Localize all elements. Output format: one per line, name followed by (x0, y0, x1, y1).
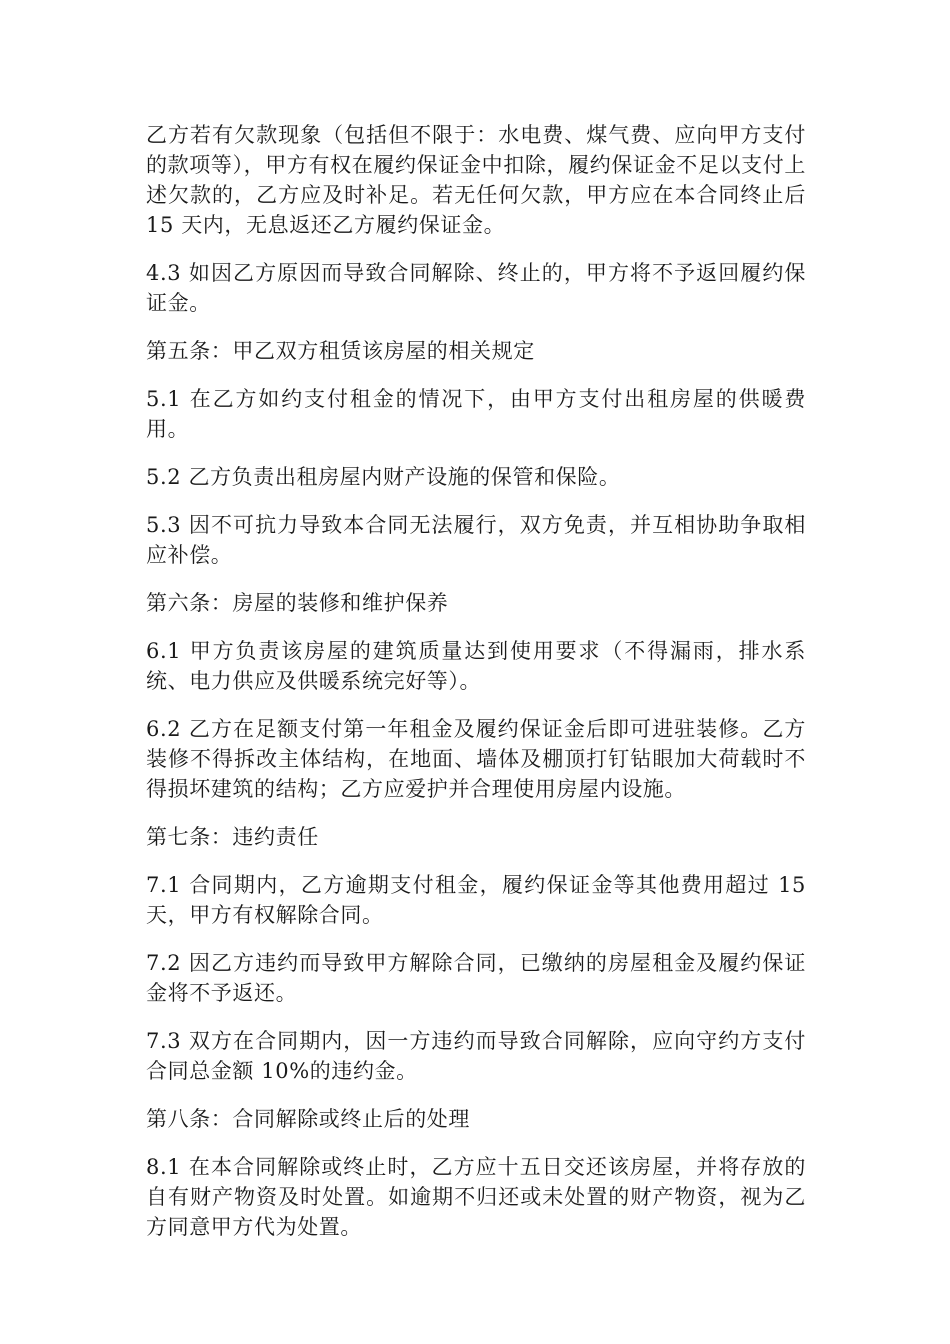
section-heading-8: 第八条：合同解除或终止后的处理 (146, 1107, 470, 1131)
paragraph-6-1: 6.1 甲方负责该房屋的建筑质量达到使用要求（不得漏雨，排水系统、电力供应及供暖系统完好等）。 (146, 639, 806, 693)
paragraph-4-3: 4.3 如因乙方原因而导致合同解除、终止的，甲方将不予返回履约保证金。 (146, 261, 806, 315)
section-heading-7: 第七条：违约责任 (146, 825, 319, 849)
paragraph-7-2: 7.2 因乙方违约而导致甲方解除合同，已缴纳的房屋租金及履约保证金将不予返还。 (146, 951, 806, 1005)
paragraph-7-3: 7.3 双方在合同期内，因一方违约而导致合同解除，应向守约方支付合同总金额 10%的违约金。 (146, 1029, 806, 1083)
document-page (146, 120, 806, 1242)
paragraph-deposit-deduction: 乙方若有欠款现象（包括但不限于：水电费、煤气费、应向甲方支付的款项等），甲方有权在履约保证金中扣除，履约保证金不足以支付上述欠款的，乙方应及时补足。若无任何欠款，甲方应在本合同终止后 15 天内，无息返还乙方履约保证金。 (146, 123, 806, 237)
section-heading-6: 第六条：房屋的装修和维护保养 (146, 591, 449, 615)
paragraph-5-1: 5.1 在乙方如约支付租金的情况下，由甲方支付出租房屋的供暖费用。 (146, 387, 806, 441)
section-heading-5: 第五条：甲乙双方租赁该房屋的相关规定 (146, 339, 535, 363)
paragraph-8-1: 8.1 在本合同解除或终止时，乙方应十五日交还该房屋，并将存放的自有财产物资及时处置。如逾期不归还或未处置的财产物资，视为乙方同意甲方代为处置。 (146, 1155, 806, 1239)
paragraph-6-2: 6.2 乙方在足额支付第一年租金及履约保证金后即可进驻装修。乙方装修不得拆改主体结构，在地面、墙体及棚顶打钉钻眼加大荷载时不得损坏建筑的结构；乙方应爱护并合理使用房屋内设施。 (146, 717, 806, 801)
paragraph-5-3: 5.3 因不可抗力导致本合同无法履行，双方免责，并互相协助争取相应补偿。 (146, 513, 806, 567)
paragraph-7-1: 7.1 合同期内，乙方逾期支付租金，履约保证金等其他费用超过 15 天，甲方有权解除合同。 (146, 873, 806, 927)
paragraph-5-2: 5.2 乙方负责出租房屋内财产设施的保管和保险。 (146, 465, 621, 489)
